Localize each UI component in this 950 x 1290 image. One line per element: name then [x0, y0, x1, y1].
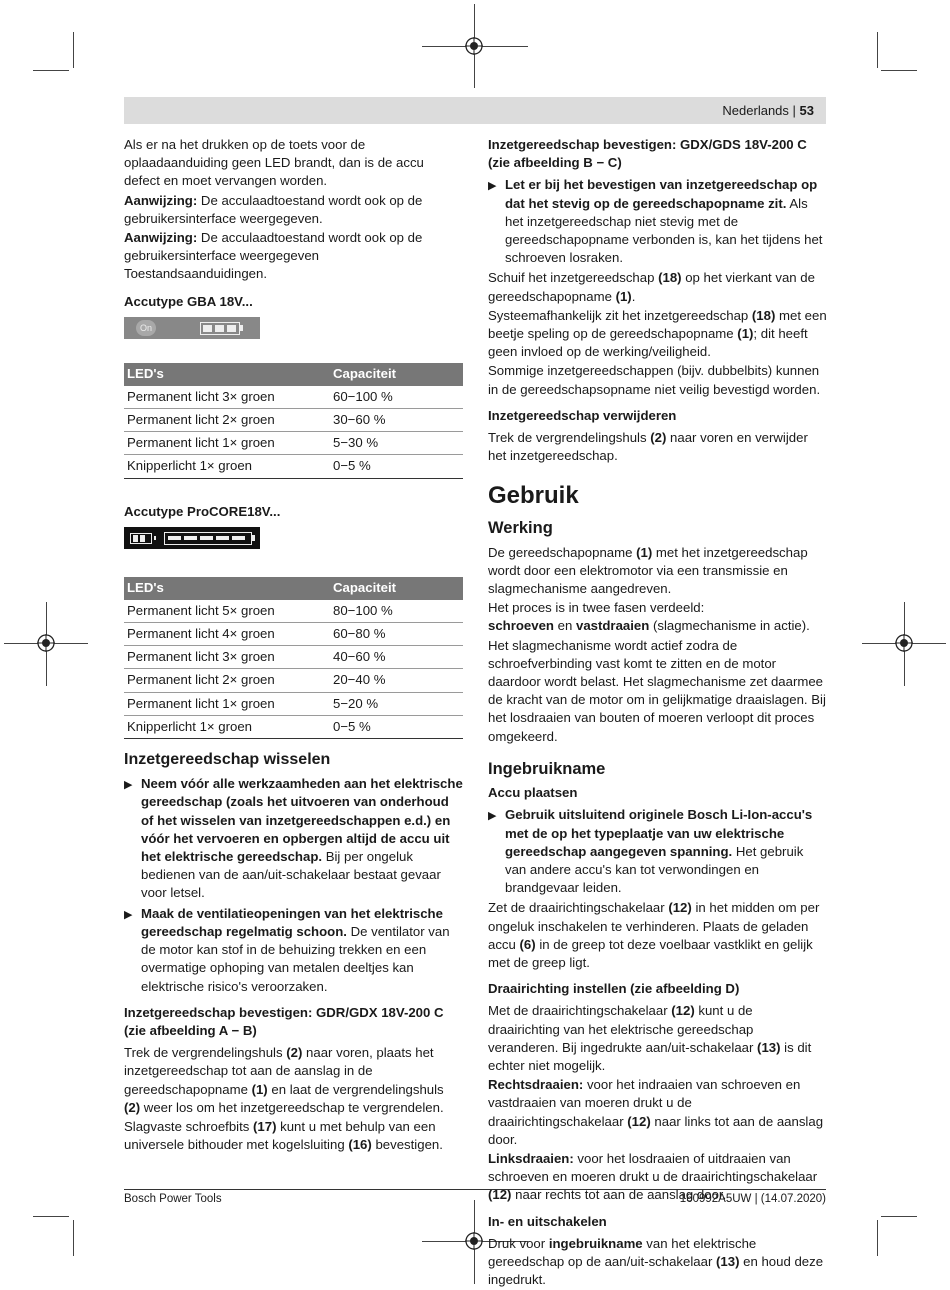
section-heading: Ingebruikname — [488, 759, 606, 778]
table-cell: Permanent licht 3× groen — [124, 386, 330, 409]
section-heading: Draairichting instellen (zie afbeelding D) — [488, 981, 740, 997]
section-heading: Inzetgereedschap bevestigen: GDR/GDX 18V-200 C (zie afbeelding A − B) — [124, 1004, 444, 1038]
paragraph: Het slagmechanisme wordt actief zodra de schroefverbinding vast komt te zitten en de motor daardoor wordt belast. Het slagmechanisme zet daarmee de kracht van de motor om in gelijkmatige draaislagen. Bij het losdraaien van bouten of moeren verloopt dit proces omgekeerd. — [488, 637, 826, 744]
table-cell: 40−60 % — [330, 646, 463, 669]
table-cell: Permanent licht 4× groen — [124, 623, 330, 646]
paragraph: Sommige inzetgereedschappen (bijv. dubbelbits) kunnen in de gereedschapsopname niet veilig bevestigd worden. — [488, 363, 821, 397]
crop-mark — [33, 1216, 69, 1217]
table-row — [124, 409, 463, 432]
page-footer — [124, 1189, 826, 1205]
page-number: 53 — [799, 103, 814, 118]
registration-mark-icon — [465, 37, 483, 55]
registration-mark-icon — [465, 1232, 483, 1250]
paragraph: Linksdraaien: voor het losdraaien of uitdraaien van schroeven en moeren drukt u de draairichtingschakelaar (12) naar rechts tot aan de aanslag door. — [488, 1150, 818, 1203]
table-row — [124, 715, 463, 738]
paragraph: schroeven en vastdraaien (slagmechanisme in actie). — [488, 618, 810, 634]
crop-mark — [73, 32, 74, 68]
header-language: Nederlands | 53 — [722, 103, 814, 118]
crop-mark — [877, 1220, 878, 1256]
bullet-bold: Let er bij het bevestigen van inzetgereedschap op dat het stevig op de gereedschapopname zit. — [505, 177, 818, 211]
footer-docid: 160992A5UW | (14.07.2020) — [679, 1193, 826, 1205]
warning-bullet — [124, 905, 463, 996]
table-row — [124, 600, 463, 623]
table-cell: Permanent licht 2× groen — [124, 669, 330, 692]
table-cell: Permanent licht 5× groen — [124, 600, 330, 623]
bullet-text: De ventilator van de motor kan stof in de behuizing trekken en een overmatige ophoping van metalen deeltjes kan elektrische risico's veroorzaken. — [141, 923, 450, 994]
table-cell: 5−20 % — [330, 692, 463, 715]
section-heading: Accutype GBA 18V... — [124, 293, 253, 309]
table-cell: Permanent licht 1× groen — [124, 692, 330, 715]
note-text: De acculaadtoestand wordt ook op de gebruikersinterface weergegeven Toestandsaanduidingen. — [124, 230, 423, 282]
section-heading: Inzetgereedschap wisselen — [124, 751, 331, 769]
paragraph: Trek de vergrendelingshuls (2) naar voren en verwijder het inzetgereedschap. — [488, 430, 808, 464]
battery-small-icon — [130, 533, 152, 544]
table-cell: 20−40 % — [330, 669, 463, 692]
paragraph: Met de draairichtingschakelaar (12) kunt u de draairichting van het elektrische gereedschap veranderen. Bij ingedrukte aan/uit-schakelaar (13) is dit echter niet mogelijk. — [488, 1003, 812, 1073]
triangle-bullet-icon: ▶ — [488, 180, 497, 193]
table-row — [124, 692, 463, 715]
crop-mark — [881, 70, 917, 71]
paragraph: Rechtsdraaien: voor het indraaien van schroeven en vastdraaien van moeren drukt u de draairichtingschakelaar (12) naar links tot aan de aanslag door. — [488, 1077, 824, 1147]
crop-mark — [881, 1216, 917, 1217]
bullet-bold: Maak de ventilatieopeningen van het elektrische gereedschap regelmatig schoon. — [141, 905, 443, 939]
chapter-heading: Gebruik — [488, 482, 579, 510]
capacity-table-gba — [124, 363, 463, 479]
table-row — [124, 646, 463, 669]
column-header: LED's — [124, 577, 330, 600]
section-heading: Werking — [488, 519, 553, 538]
registration-mark-icon — [895, 634, 913, 652]
paragraph: Zet de draairichtingschakelaar (12) in het midden om per ongeluk inschakelen te verhinderen. Plaats de geladen accu (6) in de greep tot deze voelbaar vastklikt en gelijk met de greep ligt. — [488, 900, 820, 970]
table-cell: 60−80 % — [330, 623, 463, 646]
table-cell: 0−5 % — [330, 455, 463, 478]
section-heading: In- en uitschakelen — [488, 1213, 607, 1229]
section-heading: Inzetgereedschap bevestigen: GDX/GDS 18V-200 C (zie afbeelding B − C) — [488, 137, 807, 171]
bullet-text: Bij per ongeluk bedienen van de aan/uit-schakelaar bestaat gevaar voor letsel. — [141, 849, 441, 901]
capacity-table-procore — [124, 577, 463, 739]
section-heading: Accutype ProCORE18V... — [124, 503, 281, 519]
crop-mark — [73, 1220, 74, 1256]
crop-mark — [877, 32, 878, 68]
table-cell: Permanent licht 1× groen — [124, 432, 330, 455]
note-label: Aanwijzing: — [124, 230, 198, 246]
warning-bullet — [488, 806, 827, 897]
paragraph: Slagvaste schroefbits (17) kunt u met behulp van een universele bithouder met kogelsluiting (16) bevestigen. — [124, 1118, 443, 1153]
language-label: Nederlands — [722, 103, 789, 118]
footer-brand: Bosch Power Tools — [124, 1193, 222, 1205]
procore-battery-indicator — [124, 527, 260, 549]
right-column — [488, 136, 827, 1290]
paragraph: De gereedschapopname (1) met het inzetgereedschap wordt door een elektromotor via een transmissie en slagmechanisme aangedreven. — [488, 544, 808, 597]
table-cell: Knipperlicht 1× groen — [124, 715, 330, 738]
bullet-bold: Neem vóór alle werkzaamheden aan het elektrische gereedschap (zoals het uitvoeren van onderhoud of het wisselen van inzetgereedschappen e.d.) en vóór het vervoeren en opbergen altijd de accu uit het elektrische gereedschap. — [141, 776, 463, 865]
table-cell: 30−60 % — [330, 409, 463, 432]
paragraph: Het proces is in twee fasen verdeeld: — [488, 600, 705, 616]
bullet-bold: Gebruik uitsluitend originele Bosch Li-Ion-accu's met de op het typeplaatje van uw elektrische gereedschap aangegeven spanning. — [505, 807, 813, 859]
table-cell: Permanent licht 3× groen — [124, 646, 330, 669]
triangle-bullet-icon: ▶ — [124, 779, 133, 792]
table-row — [124, 386, 463, 409]
triangle-bullet-icon: ▶ — [124, 908, 133, 921]
column-header: Capaciteit — [330, 363, 463, 386]
registration-mark-icon — [37, 634, 55, 652]
warning-bullet — [488, 176, 827, 267]
paragraph: Druk voor ingebruikname van het elektrische gereedschap op de aan/uit-schakelaar (13) en houd deze ingedrukt. — [488, 1235, 824, 1288]
table-cell: 60−100 % — [330, 386, 463, 409]
battery-level-icon — [164, 532, 252, 545]
table-row — [124, 455, 463, 478]
table-cell: 5−30 % — [330, 432, 463, 455]
table-cell: 80−100 % — [330, 600, 463, 623]
section-heading: Accu plaatsen — [488, 785, 578, 801]
table-row — [124, 432, 463, 455]
page-header — [124, 97, 826, 124]
paragraph — [124, 192, 463, 228]
paragraph: Schuif het inzetgereedschap (18) op het vierkant van de gereedschapopname (1). — [488, 270, 815, 304]
bullet-text: Als het inzetgereedschap niet stevig met de gereedschapopname verbonden is, kan het tijdens het schroeven losraken. — [505, 195, 823, 266]
column-header: Capaciteit — [330, 577, 463, 600]
column-header: LED's — [124, 363, 330, 386]
table-row — [124, 623, 463, 646]
paragraph: Trek de vergrendelingshuls (2) naar voren, plaats het inzetgereedschap tot aan de aanslag in de gereedschapopname (1) en laat de vergrendelingshuls (2) weer los om het inzetgereedschap te vergrendelen. — [124, 1045, 444, 1115]
bullet-text: Het gebruik van andere accu's kan tot verwondingen en brandgevaar leiden. — [505, 843, 804, 896]
gba-battery-indicator — [124, 317, 260, 339]
crop-mark — [33, 70, 69, 71]
paragraph — [124, 229, 463, 284]
note-label: Aanwijzing: — [124, 192, 198, 208]
table-cell: 0−5 % — [330, 715, 463, 738]
left-column — [124, 136, 463, 1155]
table-cell: Knipperlicht 1× groen — [124, 455, 330, 478]
table-cell: Permanent licht 2× groen — [124, 409, 330, 432]
warning-bullet — [124, 775, 463, 902]
triangle-bullet-icon: ▶ — [488, 810, 497, 823]
paragraph: Als er na het drukken op de toets voor de oplaadaanduiding geen LED brandt, dan is de accu defect en moet vervangen worden. — [124, 137, 424, 189]
paragraph: Systeemafhankelijk zit het inzetgereedschap (18) met een beetje speling op de gereedschapopname (1); dit heeft geen invloed op de werking/veiligheid. — [488, 307, 827, 360]
section-heading: Inzetgereedschap verwijderen — [488, 407, 677, 423]
table-row — [124, 669, 463, 692]
on-button: On — [136, 320, 156, 336]
battery-icon — [200, 322, 240, 335]
note-text: De acculaadtoestand wordt ook op de gebruikersinterface weergegeven. — [124, 192, 423, 226]
